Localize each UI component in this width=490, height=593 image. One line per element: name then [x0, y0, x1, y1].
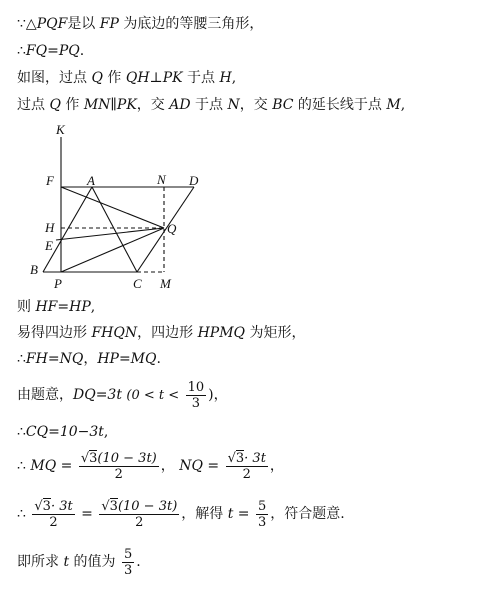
denominator: 2 — [49, 514, 58, 530]
text: ， — [160, 458, 175, 474]
equation: FQ=PQ — [25, 43, 80, 59]
text-line-9 — [17, 423, 108, 441]
numerator-rest: · 3t — [50, 498, 73, 514]
radicand: 3 — [109, 498, 118, 514]
text: 则 — [17, 299, 31, 315]
because-symbol: ∵△ — [17, 16, 37, 32]
nq-label: NQ = — [179, 458, 220, 474]
text: , — [103, 424, 109, 440]
numerator-rest: (10 − 3t) — [117, 498, 178, 514]
text-line-4 — [17, 96, 405, 114]
label-n: N — [157, 172, 166, 187]
text: 是以 — [67, 16, 96, 32]
text: 的延长线于点 — [297, 97, 382, 113]
text: , — [231, 70, 237, 86]
fraction-right: $\frac{√3(10 - 3t)}{2}$ — [101, 498, 178, 530]
denominator: 2 — [135, 514, 144, 530]
segment-bc: BC — [272, 97, 294, 113]
text: 的值为 — [73, 554, 116, 570]
line-pq — [61, 228, 164, 272]
fraction-final — [122, 547, 134, 578]
label-h: H — [45, 220, 55, 235]
text: ， — [83, 351, 98, 367]
denominator: 3 — [258, 514, 267, 530]
perpendicular-relation: QH⊥PK — [125, 70, 183, 86]
triangle-pqf: PQF — [36, 16, 68, 32]
text-line-7 — [17, 350, 161, 368]
quad-fhqn: FHQN — [91, 325, 138, 341]
therefore-symbol: ∴ — [17, 351, 26, 367]
radicand: 3 — [89, 450, 98, 466]
text: . — [136, 554, 141, 570]
text: 于点 — [195, 97, 224, 113]
numerator-rest: · 3t — [244, 450, 266, 466]
fraction-nq: $\frac{√3\cdot 3t}{2}$ — [227, 450, 266, 482]
text-line-5 — [17, 298, 95, 316]
equation: HF=HP — [35, 299, 91, 315]
quad-hpmq: HPMQ — [197, 325, 246, 341]
geometry-figure — [25, 120, 255, 295]
text-line-1 — [17, 15, 263, 33]
text: 为底边的等腰三角形， — [123, 16, 264, 32]
text: 由题意， — [17, 387, 73, 403]
therefore-symbol: ∴ — [17, 458, 26, 474]
line-fq — [61, 187, 164, 228]
label-e: E — [45, 238, 53, 253]
equation: DQ=3t — [73, 387, 122, 403]
text-line-3 — [17, 69, 236, 87]
text: 过点 — [17, 97, 45, 113]
label-d: D — [189, 173, 199, 188]
radicand: 3 — [42, 498, 51, 514]
denominator: 2 — [242, 466, 251, 482]
point-q: Q — [91, 70, 103, 86]
text: 作 — [107, 70, 122, 86]
text: 作 — [65, 97, 80, 113]
denominator: 2 — [114, 466, 123, 482]
numerator: 10 — [187, 379, 205, 395]
point-n: N — [227, 97, 240, 113]
therefore-symbol: ∴ — [17, 424, 26, 440]
label-m: M — [160, 276, 171, 291]
equation: FH=NQ — [25, 351, 84, 367]
segment-ad: AD — [169, 97, 191, 113]
text-line-12 — [17, 545, 141, 579]
point-h: H — [219, 70, 232, 86]
text: 为矩形， — [249, 325, 306, 341]
point-q: Q — [49, 97, 61, 113]
text: ，符合题意. — [270, 506, 345, 522]
fraction-left: $\frac{√3\cdot 3t}{2}$ — [34, 498, 73, 530]
text: 如图，过点 — [17, 70, 87, 86]
variable-t: t = — [227, 506, 250, 522]
label-q: Q — [167, 221, 177, 236]
segment-fp: FP — [99, 16, 119, 32]
text-line-10 — [17, 448, 284, 484]
text: 即所求 — [17, 554, 59, 570]
condition: (0 < t < — [126, 388, 180, 403]
text: , — [90, 299, 96, 315]
variable-t: t — [63, 554, 70, 570]
label-a: A — [87, 173, 95, 188]
equals-sign: = — [81, 506, 93, 522]
label-k: K — [56, 122, 65, 137]
equation: HP=MQ — [97, 351, 157, 367]
label-c: C — [133, 276, 142, 291]
label-p: P — [54, 276, 62, 291]
therefore-symbol: ∴ — [17, 43, 26, 59]
denominator: 3 — [124, 562, 133, 578]
text: ， — [213, 387, 228, 403]
text: 于点 — [187, 70, 216, 86]
text: ， — [269, 458, 284, 474]
numerator: 5 — [124, 546, 133, 562]
text: . — [79, 43, 85, 59]
equation: CQ=10−3t — [25, 424, 104, 440]
text: ，交 — [239, 97, 268, 113]
line-ac — [92, 187, 137, 272]
line-eq — [56, 228, 164, 240]
numerator: 5 — [258, 498, 267, 514]
text: . — [156, 351, 161, 367]
text: ，四边形 — [137, 325, 194, 341]
text-line-8 — [17, 378, 228, 413]
fraction-10-3 — [186, 380, 207, 411]
text-line-6 — [17, 324, 305, 342]
therefore-symbol: ∴ — [17, 506, 26, 522]
text: ) — [208, 387, 214, 403]
text: ，解得 — [181, 506, 224, 522]
radicand: 3 — [235, 450, 245, 466]
point-m: M — [386, 97, 401, 113]
denominator: 3 — [191, 395, 201, 411]
fraction-answer — [256, 499, 268, 530]
mq-label: MQ = — [30, 458, 73, 474]
fraction-mq: $\frac{√3(10 - 3t)}{2}$ — [80, 450, 157, 482]
parallel-relation: MN∥PK — [83, 97, 137, 113]
label-b: B — [30, 262, 38, 277]
label-f: F — [46, 173, 54, 188]
text: ，交 — [136, 97, 165, 113]
text-line-2 — [17, 42, 84, 60]
numerator-rest: (10 − 3t) — [97, 450, 157, 466]
text: , — [400, 97, 406, 113]
text: 易得四边形 — [17, 325, 87, 341]
text-line-11 — [17, 496, 345, 532]
